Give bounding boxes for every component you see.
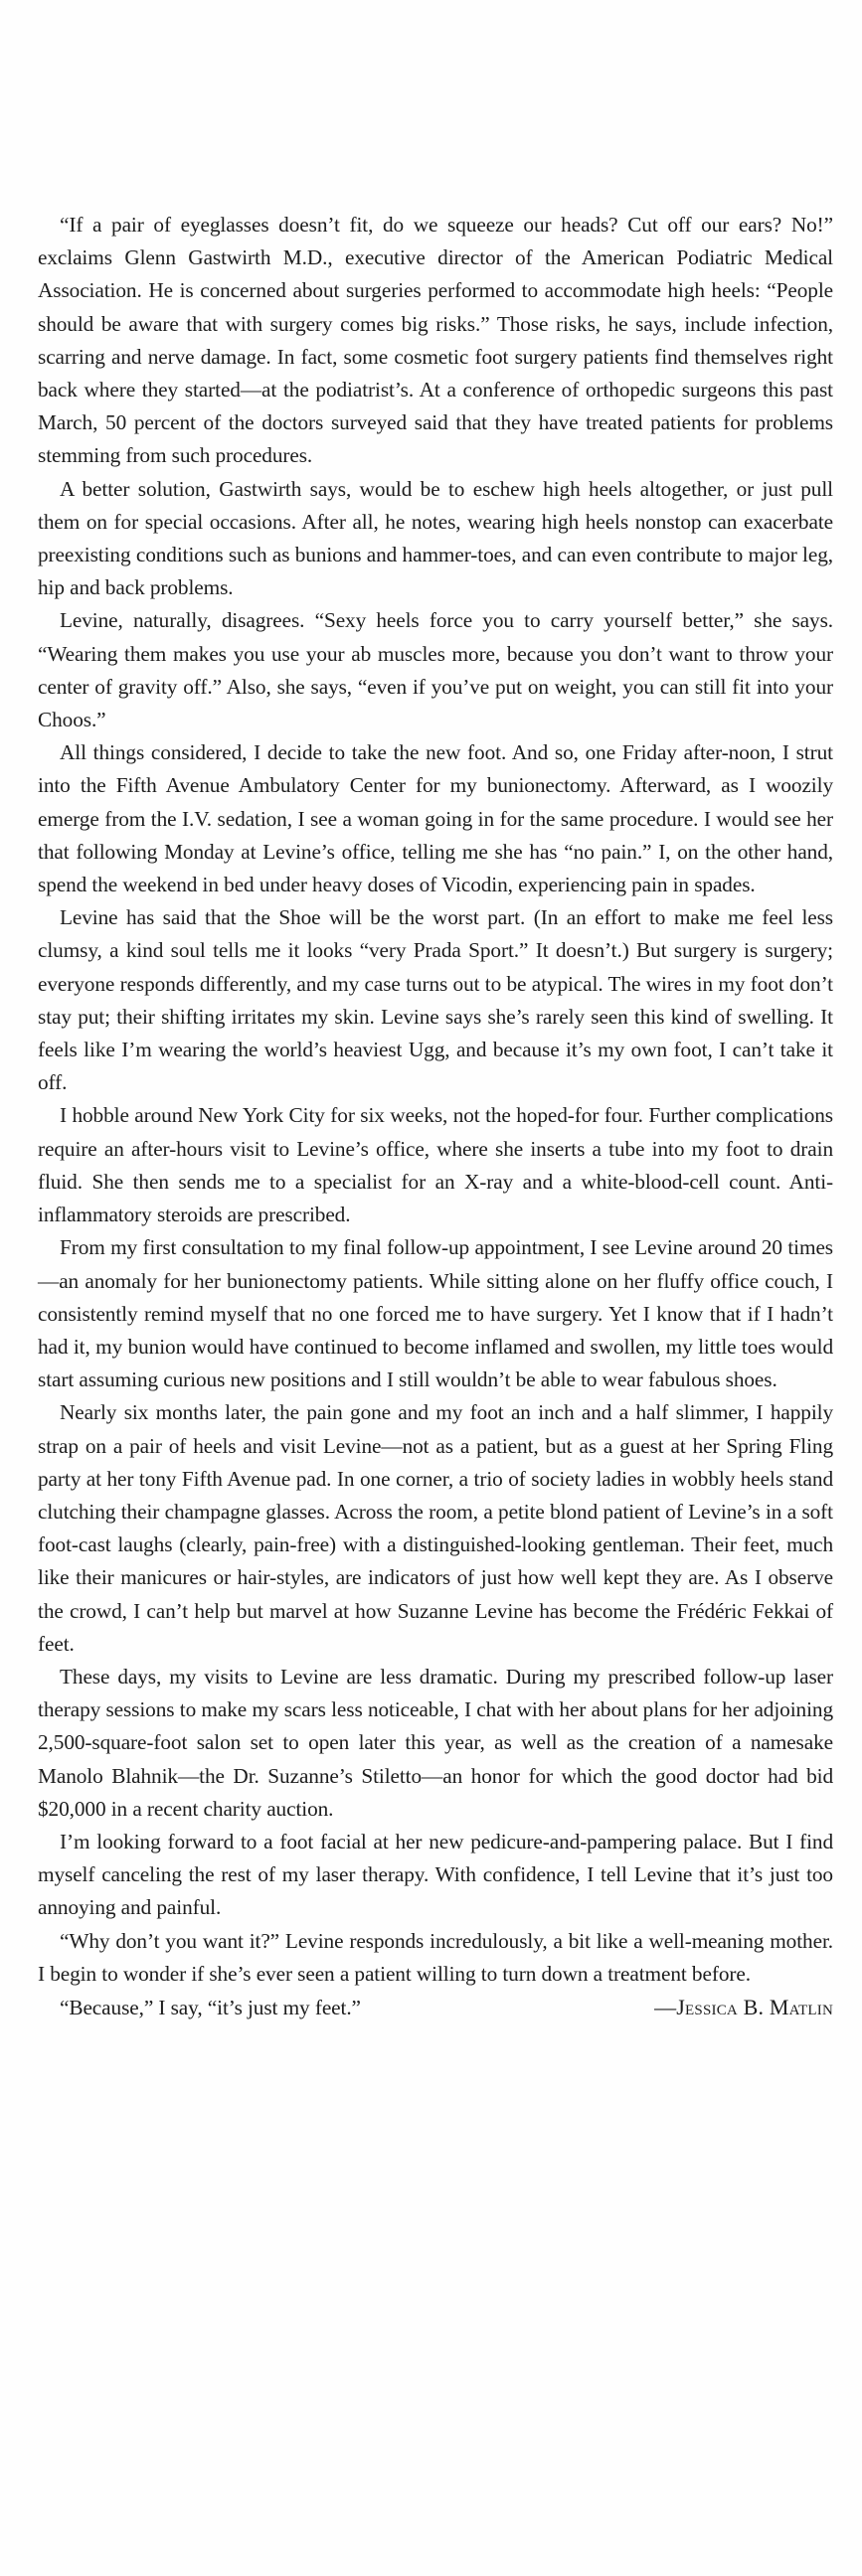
paragraph-5: Levine has said that the Shoe will be the worst part. (In an effort to make me feel less clumsy, a kind soul tells me it looks “very Prada Sport.” It doesn’t.) But surgery is surgery; everyone responds differently, and my case turns out to be atypical. The wires in my foot don’t stay put; their shifting irritates my skin. Levine says she’s rarely seen this kind of swelling. It feels like I’m wearing the world’s heaviest Ugg, and because it’s my own foot, I can’t take it off. — [38, 905, 833, 1095]
paragraph-2: A better solution, Gastwirth says, would be to eschew high heels altogether, or just pull them on for special occasions. After all, he notes, wearing high heels nonstop can exacerbate preexisting conditions such as bunions and hammer-toes, and can even contribute to major leg, hip and back problems. — [38, 476, 833, 600]
paragraph-8: Nearly six months later, the pain gone and my foot an inch and a half slimmer, I happily strap on a pair of heels and visit Levine—not as a patient, but as a guest at her Spring Fling party at her tony Fifth Avenue pad. In one corner, a trio of society ladies in wobbly heels stand clutching their champagne glasses. Across the room, a petite blond patient of Levine’s in a soft foot-cast laughs (clearly, pain-free) with a distinguished-looking gentleman. Their feet, much like their manicures or hair-styles, are indicators of just how well kept they are. As I observe the crowd, I can’t help but marvel at how Suzanne Levine has become the Frédéric Fekkai of feet. — [38, 1400, 833, 1656]
paragraph-7: From my first consultation to my final follow-up appointment, I see Levine around 20 times—an anomaly for her bunionectomy patients. While sitting alone on her fluffy office couch, I consistently remind myself that no one forced me to have surgery. Yet I know that if I hadn’t had it, my bunion would have continued to become inflamed and swollen, my little toes would start assuming curious new positions and I still wouldn’t be able to wear fabulous shoes. — [38, 1235, 833, 1392]
paragraph-1: “If a pair of eyeglasses doesn’t fit, do we squeeze our heads? Cut off our ears? No!” exclaims Glenn Gastwirth M.D., executive director of the American Podiatric Medical Association. He is concerned about surgeries performed to accommodate high heels: “People should be aware that with surgery comes big risks.” Those risks, he says, include infection, scarring and nerve damage. In fact, some cosmetic foot surgery patients find themselves right back where they started—at the podiatrist’s. At a conference of orthopedic surgeons this past March, 50 percent of the doctors surveyed said that they have treated patients for problems stemming from such procedures. — [38, 213, 833, 468]
paragraph-9: These days, my visits to Levine are less dramatic. During my prescribed follow-up laser therapy sessions to make my scars less noticeable, I chat with her about plans for her adjoining 2,500-square-foot salon set to open later this year, as well as the creation of a namesake Manolo Blahnik—the Dr. Suzanne’s Stiletto—an honor for which the good doctor had bid $20,000 in a recent charity auction. — [38, 1664, 833, 1821]
paragraph-10: I’m looking forward to a foot facial at her new pedicure-and-pampering palace. But I find myself canceling the rest of my laser therapy. With confidence, I tell Levine that it’s just too annoying and painful. — [38, 1829, 833, 1920]
paragraph-6: I hobble around New York City for six weeks, not the hoped-for four. Further complications require an after-hours visit to Levine’s office, where she inserts a tube into my foot to drain fluid. She then sends me to a specialist for an X-ray and a white-blood-cell count. Anti-inflammatory steroids are prescribed. — [38, 1103, 833, 1227]
paragraph-3: Levine, naturally, disagrees. “Sexy heels force you to carry yourself better,” she says. “Wearing them makes you use your ab muscles more, because you don’t want to throw your center of gravity off.” Also, she says, “even if you’ve put on weight, you can still fit into your Choos.” — [38, 608, 833, 732]
paragraph-11: “Why don’t you want it?” Levine responds incredulously, a bit like a well-meaning mother. I begin to wonder if she’s ever seen a patient willing to turn down a treatment before. — [38, 1928, 833, 1986]
closing-line — [38, 1991, 833, 2024]
author-byline: —Jessica B. Matlin — [654, 1994, 833, 2019]
closing-quote: “Because,” I say, “it’s just my feet.” — [60, 1995, 361, 2019]
article-body — [38, 209, 833, 2024]
paragraph-4: All things considered, I decide to take the new foot. And so, one Friday after-noon, I strut into the Fifth Avenue Ambulatory Center for my bunionectomy. Afterward, as I woozily emerge from the I.V. sedation, I see a woman going in for the same procedure. I would see her that following Monday at Levine’s office, telling me she has “no pain.” I, on the other hand, spend the weekend in bed under heavy doses of Vicodin, experiencing pain in spades. — [38, 740, 833, 897]
